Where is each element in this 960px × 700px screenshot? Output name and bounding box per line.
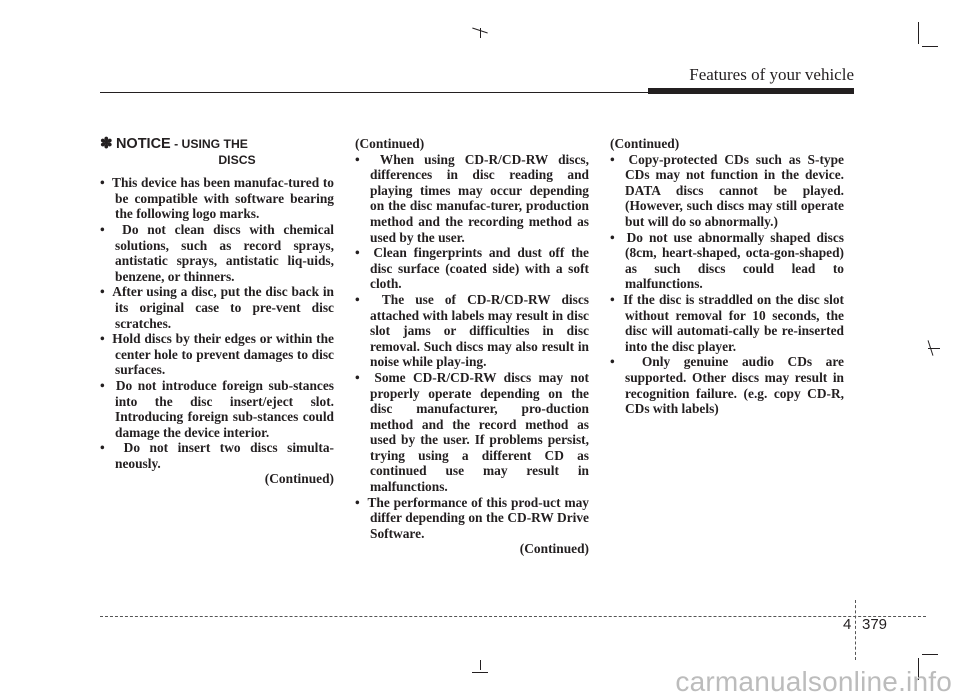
- list-item: • Some CD-R/CD-RW discs may not properly operate depending on the disc manufacturer, pro-duction method and the record method as used by the user. If problems persist, trying using a different CD as continued use may result in malfunctions.: [355, 370, 589, 495]
- crop-mark-bottom-right-h: [922, 654, 938, 655]
- list-item: • Copy-protected CDs such as S-type CDs may not function in the device. DATA discs cannot be played. (However, such discs may still operate but will do so abnormally.): [610, 152, 844, 230]
- notice-word: NOTICE: [115, 136, 171, 152]
- list-item: • When using CD-R/CD-RW discs, differences in disc reading and playing times may occur depending on the disc manufac-turer, production method and the recording method as used by the user.: [355, 152, 589, 246]
- continued-label: (Continued): [519, 541, 589, 557]
- list-item: • Do not introduce foreign sub-stances into the disc insert/eject slot. Introducing foreign sub-stances could damage the device interior.: [100, 378, 334, 440]
- header-rule-thin: [100, 92, 650, 93]
- list-item: • Do not insert two discs simulta-neously.: [100, 440, 334, 471]
- watermark: carmanualsonline.info: [675, 666, 952, 697]
- crop-mark-bottom-center-v: [480, 660, 481, 670]
- continued-label: (Continued): [264, 471, 334, 487]
- page-number: 379: [862, 616, 888, 633]
- list-item: • Hold discs by their edges or within the center hole to prevent damages to disc surfaces.: [100, 331, 334, 378]
- bullet-list-2: [355, 152, 589, 542]
- list-item: • The use of CD-R/CD-RW discs attached with labels may result in disc slot jams or difficulties in disc removal. Such discs may also result in noise while play-ing.: [355, 292, 589, 370]
- list-item: • The performance of this prod-uct may differ depending on the CD-RW Drive Software.: [355, 495, 589, 542]
- list-item: • Do not use abnormally shaped discs (8cm, heart-shaped, octa-gon-shaped) as such discs could lead to malfunctions.: [610, 230, 844, 292]
- list-item: • Clean fingerprints and dust off the disc surface (coated side) with a soft cloth.: [355, 245, 589, 292]
- page-number-divider: [855, 600, 857, 660]
- crop-mark-top-right-v: [918, 22, 919, 44]
- list-item: • After using a disc, put the disc back in its original case to pre-vent disc scratches.: [100, 284, 334, 331]
- notice-subtitle-line2: DISCS: [218, 152, 256, 167]
- bullet-list-1: [100, 175, 334, 471]
- column-2: [355, 136, 589, 557]
- column-1: [100, 136, 334, 487]
- footer-dashed-rule: [100, 616, 926, 617]
- notice-subtitle-line1: - USING THE: [174, 137, 248, 151]
- list-item: • This device has been manufac-tured to be compatible with software bearing the following logo marks.: [100, 175, 334, 222]
- header-title: Features of your vehicle: [689, 65, 854, 84]
- bullet-list-3: [610, 152, 844, 417]
- header-rule-thick: [648, 88, 854, 94]
- list-item: • Do not clean discs with chemical solutions, such as record sprays, antistatic sprays, antistatic liq-uids, benzene, or thinners.: [100, 222, 334, 284]
- list-item: • Only genuine audio CDs are supported. Other discs may result in recognition failure. (e.g. copy CD-R, CDs with labels): [610, 354, 844, 416]
- continued-label: (Continued): [355, 136, 425, 151]
- crop-mark-top-right-h: [922, 46, 938, 47]
- column-3: [610, 136, 844, 417]
- section-number: 4: [843, 616, 852, 633]
- crop-mark-bottom-center-h: [472, 672, 488, 673]
- notice-heading: [100, 136, 334, 168]
- notice-star-icon: ✽: [100, 136, 113, 152]
- list-item: • If the disc is straddled on the disc slot without removal for 10 seconds, the disc will automati-cally be re-inserted into the disc player.: [610, 292, 844, 354]
- continued-label: (Continued): [610, 136, 680, 151]
